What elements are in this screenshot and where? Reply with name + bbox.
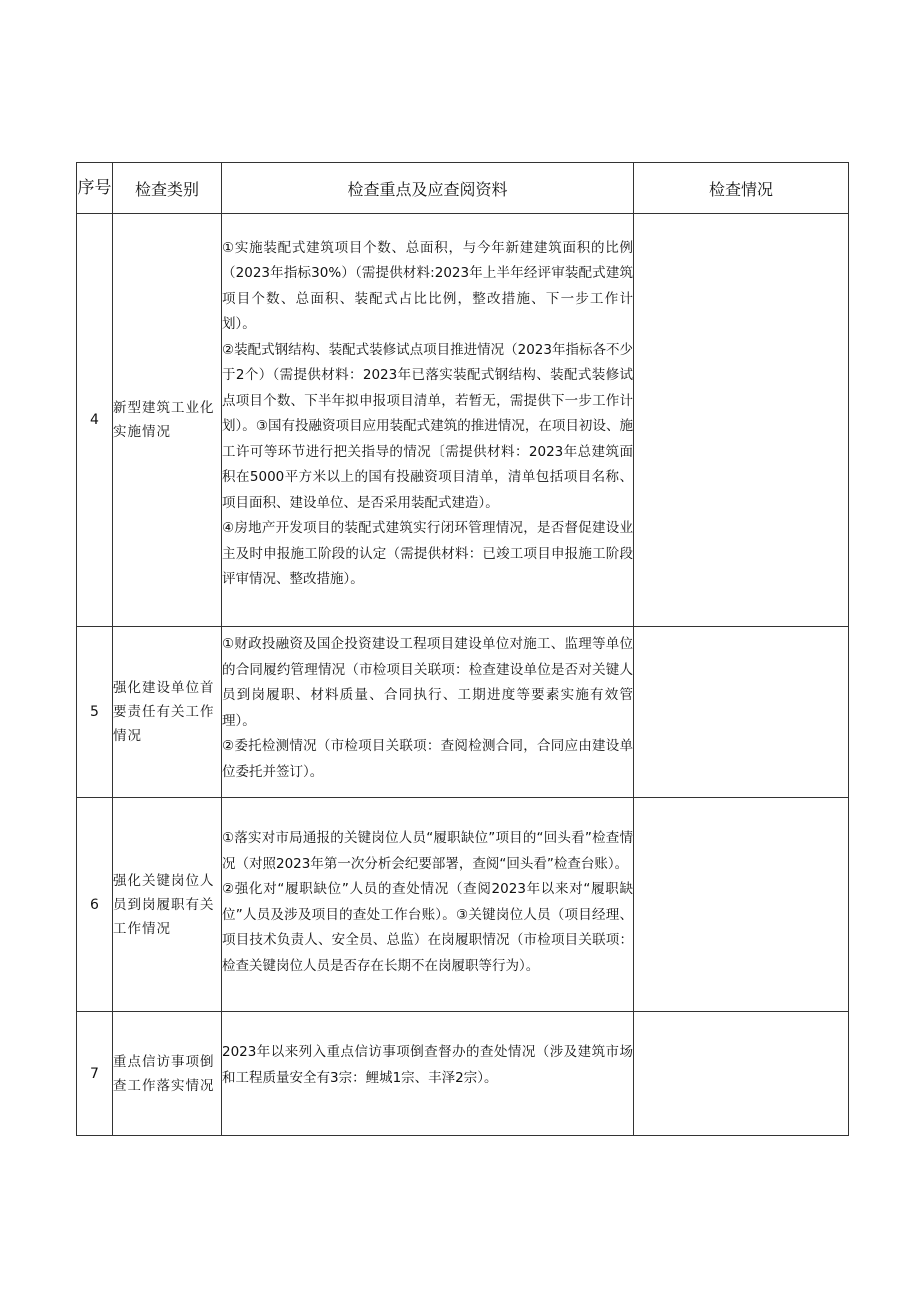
row-result xyxy=(634,798,849,1012)
detail-paragraph: ①实施装配式建筑项目个数、总面积，与今年新建建筑面积的比例（2023年指标30%）（需提供材料:2023年上半年经评审装配式建筑项目个数、总面积、装配式占比比例，整改措施、下一步工作计划）。 xyxy=(222,239,633,332)
header-seq: 序号 xyxy=(77,163,113,214)
table-row xyxy=(77,214,849,627)
detail-paragraph: ②强化对“履职缺位”人员的查处情况（查阅2023年以来对“履职缺位”人员及涉及项目的查处工作台账）。③关键岗位人员（项目经理、项目技术负责人、安全员、总监）在岗履职情况（市检项目关联项：检查关键岗位人员是否存在长期不在岗履职等行为）。 xyxy=(222,881,633,974)
row-seq: 4 xyxy=(77,214,113,627)
header-focus: 检查重点及应查阅资料 xyxy=(222,163,634,214)
table-row xyxy=(77,627,849,798)
detail-paragraph: 2023年以来列入重点信访事项倒查督办的查处情况（涉及建筑市场和工程质量安全有3宗：鲤城1宗、丰泽2宗）。 xyxy=(222,1044,633,1086)
row-category: 新型建筑工业化实施情况 xyxy=(113,214,222,627)
header-category: 检查类别 xyxy=(113,163,222,214)
detail-paragraph: ④房地产开发项目的装配式建筑实行闭环管理情况，是否督促建设业主及时申报施工阶段的认定（需提供材料：已竣工项目申报施工阶段评审情况、整改措施）。 xyxy=(222,520,633,587)
row-result xyxy=(634,214,849,627)
table-header-row xyxy=(77,163,849,214)
row-category: 重点信访事项倒查工作落实情况 xyxy=(113,1012,222,1136)
table-row xyxy=(77,798,849,1012)
detail-paragraph: ①财政投融资及国企投资建设工程项目建设单位对施工、监理等单位的合同履约管理情况（市检项目关联项：检查建设单位是否对关键人员到岗履职、材料质量、合同执行、工期进度等要素实施有效管理）。 xyxy=(222,636,633,729)
row-seq: 5 xyxy=(77,627,113,798)
row-seq: 7 xyxy=(77,1012,113,1136)
row-details xyxy=(222,214,634,627)
row-details xyxy=(222,627,634,798)
row-result xyxy=(634,627,849,798)
row-category: 强化建设单位首要责任有关工作情况 xyxy=(113,627,222,798)
inspection-table xyxy=(76,162,849,1136)
detail-paragraph: ②装配式钢结构、装配式装修试点项目推进情况（2023年指标各不少于2个）（需提供材料：2023年已落实装配式钢结构、装配式装修试点项目个数、下半年拟申报项目清单，若暂无，需提供下一步工作计划）。③国有投融资项目应用装配式建筑的推进情况，在项目初设、施工许可等环节进行把关指导的情况〔需提供材料：2023年总建筑面积在5000平方米以上的国有投融资项目清单，清单包括项目名称、项目面积、建设单位、是否采用装配式建造）。 xyxy=(222,341,633,511)
header-result: 检查情况 xyxy=(634,163,849,214)
detail-paragraph: ②委托检测情况（市检项目关联项：查阅检测合同，合同应由建设单位委托并签订）。 xyxy=(222,738,633,780)
row-result xyxy=(634,1012,849,1136)
row-details xyxy=(222,1012,634,1136)
row-category: 强化关键岗位人员到岗履职有关工作情况 xyxy=(113,798,222,1012)
row-details xyxy=(222,798,634,1012)
table-row xyxy=(77,1012,849,1136)
detail-paragraph: ①落实对市局通报的关键岗位人员“履职缺位”项目的“回头看”检查情况（对照2023年第一次分析会纪要部署，查阅“回头看”检查台账）。 xyxy=(222,830,633,872)
row-seq: 6 xyxy=(77,798,113,1012)
